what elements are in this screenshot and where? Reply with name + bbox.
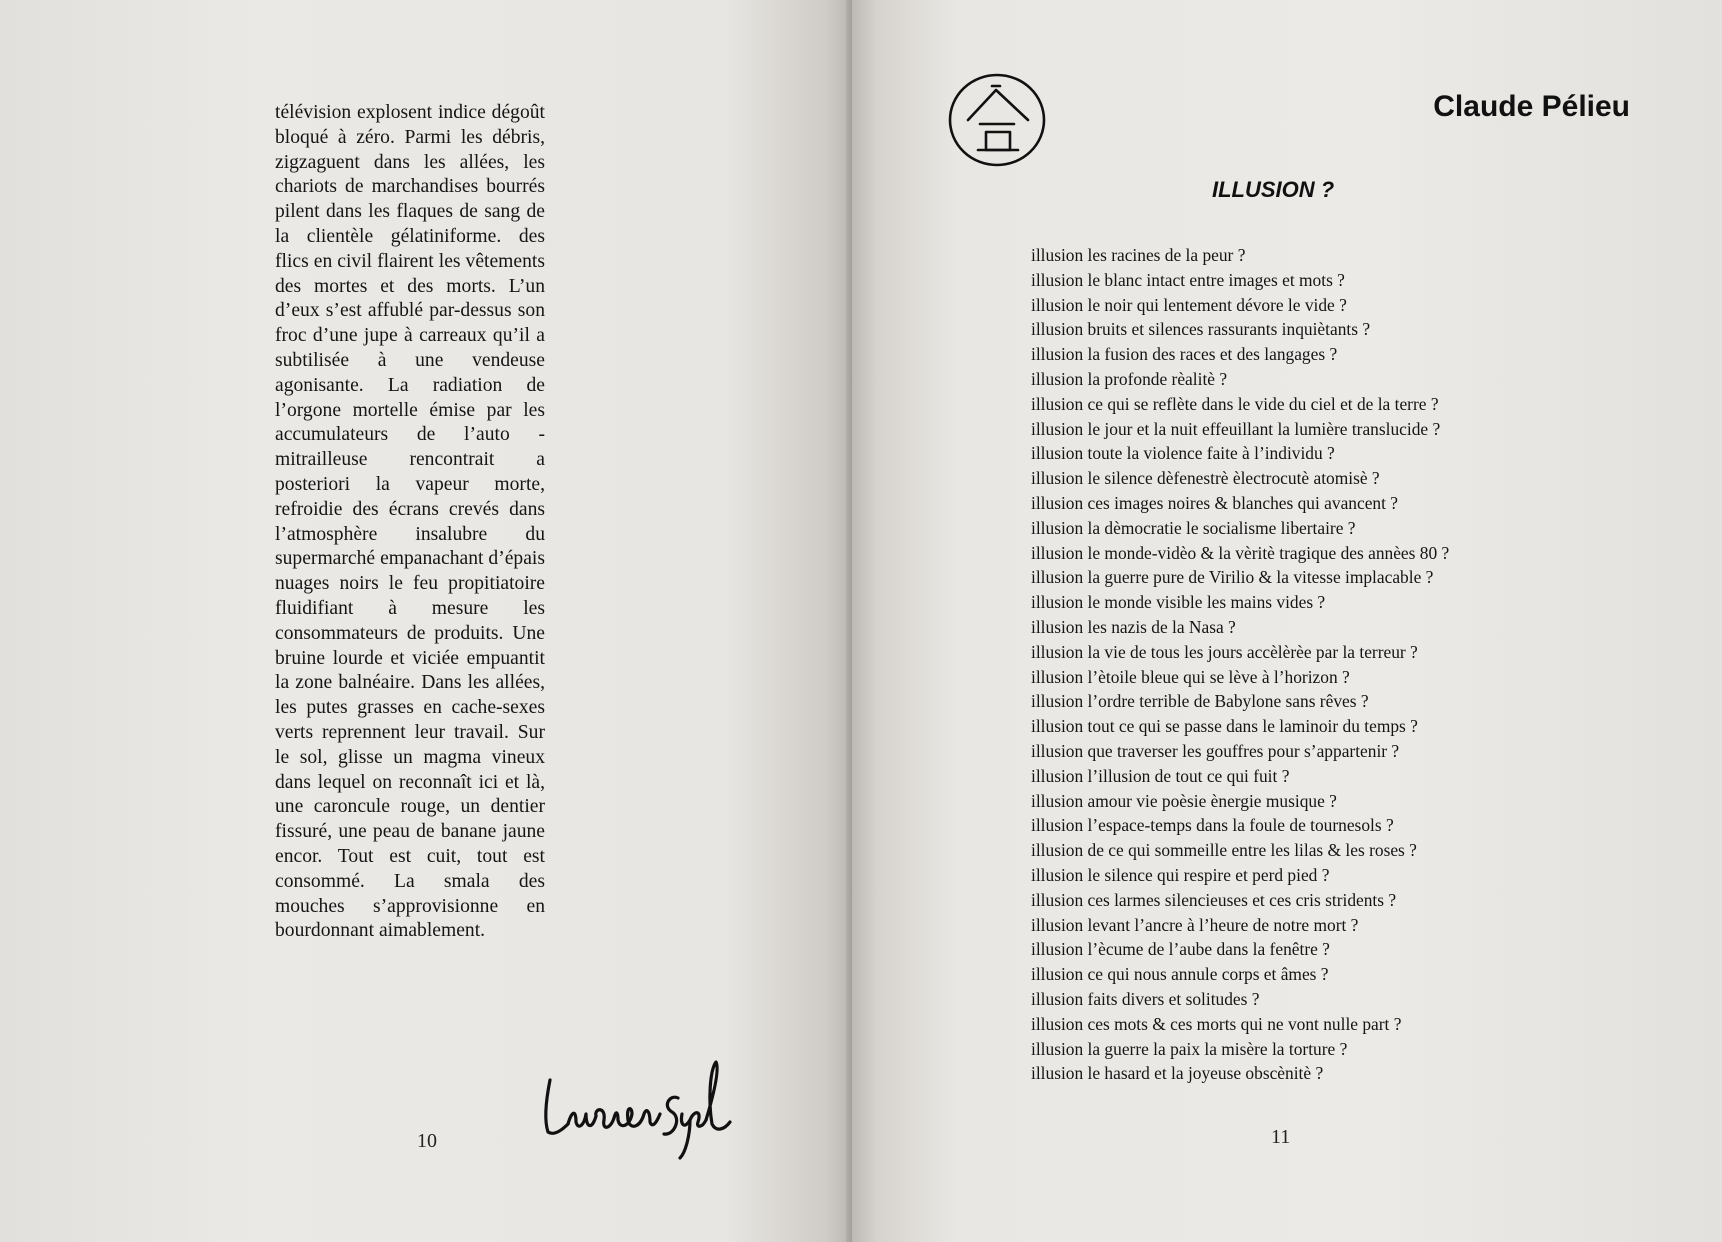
poem-line: illusion le hasard et la joyeuse obscènitè ? (1031, 1063, 1324, 1084)
poem-line: illusion le monde-vidèo & la vèritè tragique des annèes 80 ? (1031, 542, 1450, 563)
poem-line: illusion bruits et silences rassurants inquiètants ? (1031, 319, 1371, 340)
page-number-left: 10 (417, 1130, 437, 1152)
poem-line: illusion ces images noires & blanches qui avancent ? (1031, 492, 1399, 513)
poem-line: illusion l’illusion de tout ce qui fuit ? (1031, 765, 1290, 786)
poem-line: illusion ces larmes silencieuses et ces cris stridents ? (1031, 889, 1397, 910)
poem-line: illusion levant l’ancre à l’heure de notre mort ? (1031, 914, 1359, 935)
poem-line: illusion faits divers et solitudes ? (1031, 988, 1260, 1009)
poem-line: illusion la dèmocratie le socialisme libertaire ? (1031, 517, 1356, 538)
poem-line: illusion de ce qui sommeille entre les lilas & les roses ? (1031, 840, 1417, 861)
poem-line: illusion l’espace-temps dans la foule de tournesols ? (1031, 815, 1394, 836)
poem-line: illusion l’ordre terrible de Babylone sans rêves ? (1031, 691, 1369, 712)
poem-line: illusion la profonde rèalitè ? (1031, 368, 1228, 389)
poem-line: illusion le silence qui respire et perd pied ? (1031, 864, 1330, 885)
poem-line: illusion toute la violence faite à l’individu ? (1031, 443, 1335, 464)
poem-line: illusion amour vie poèsie ènergie musique ? (1031, 790, 1337, 811)
poem-line: illusion ce qui nous annule corps et âmes ? (1031, 964, 1329, 985)
poem-line: illusion les racines de la peur ? (1031, 245, 1246, 265)
poem-line: illusion ces mots & ces morts qui ne vont nulle part ? (1031, 1013, 1402, 1034)
poem-line: illusion la guerre la paix la misère la torture ? (1031, 1038, 1348, 1059)
poem-line: illusion le noir qui lentement dévore le vide ? (1031, 294, 1347, 315)
roof-house-logo (946, 70, 1048, 170)
prose-text: télévision explosent indice dégoût bloqué à zéro. Parmi les débris, zigzaguent dans les allées, les chariots de marchandises bourrés pilent dans les flaques de sang de la clientèle gélatiniforme. des flics en civil flairent les vêtements des mortes et des morts. L’un d’eux s’est affublé par-dessus son froc d’une jupe à carreaux qu’il a subtilisée à une vendeuse agonisante. La radiation de l’orgone mortelle émise par les accumulateurs de l’auto -mitrailleuse rencontrait a posteriori la vapeur morte, refroidie des écrans crevés dans l’atmosphère insalubre du supermarché empanachant d’épais nuages noirs le feu propitiatoire fluidifiant à mesure les consommateurs de produits. Une bruine lourde et viciée empuantit la zone balnéaire. Dans les allées, les putes grasses en cache-sexes verts reprennent leur travail. Sur le sol, glisse un magma vineux dans lequel on reconnaît ici et là, une caroncule rouge, un dentier fissuré, une peau de banane jaune encor. Tout est cuit, tout est consommé. La smala des mouches s’approvisionne en bourdonnant aimablement. (275, 102, 550, 942)
author-name: Claude Pélieu (1433, 90, 1630, 123)
poem-line: illusion la guerre pure de Virilio & la vitesse implacable ? (1031, 567, 1434, 588)
poem-line: illusion l’ècume de l’aube dans la fenêtre ? (1031, 939, 1330, 960)
poem-line: illusion les nazis de la Nasa ? (1031, 616, 1236, 637)
signature (540, 1040, 740, 1160)
poem-line: illusion la vie de tous les jours accèlèrèe par la terreur ? (1031, 641, 1418, 662)
poem-line: illusion le jour et la nuit effeuillant la lumière translucide ? (1031, 418, 1441, 439)
left-page (0, 0, 852, 1242)
poem-line: illusion le blanc intact entre images et mots ? (1031, 269, 1345, 290)
poem-line: illusion le silence dèfenestrè èlectrocutè atomisè ? (1031, 468, 1380, 489)
page-number-right: 11 (1271, 1126, 1291, 1148)
poem-line: illusion ce qui se reflète dans le vide du ciel et de la terre ? (1031, 393, 1439, 414)
poem-line: illusion la fusion des races et des langages ? (1031, 344, 1338, 365)
poem-title: ILLUSION ? (1212, 177, 1335, 202)
poem-line: illusion le monde visible les mains vides ? (1031, 592, 1326, 613)
poem-line: illusion que traverser les gouffres pour s’appartenir ? (1031, 740, 1400, 761)
poem-line: illusion l’ètoile bleue qui se lève à l’horizon ? (1031, 666, 1350, 687)
poem-line: illusion tout ce qui se passe dans le laminoir du temps ? (1031, 716, 1418, 737)
poem-lines (1031, 243, 1449, 1086)
